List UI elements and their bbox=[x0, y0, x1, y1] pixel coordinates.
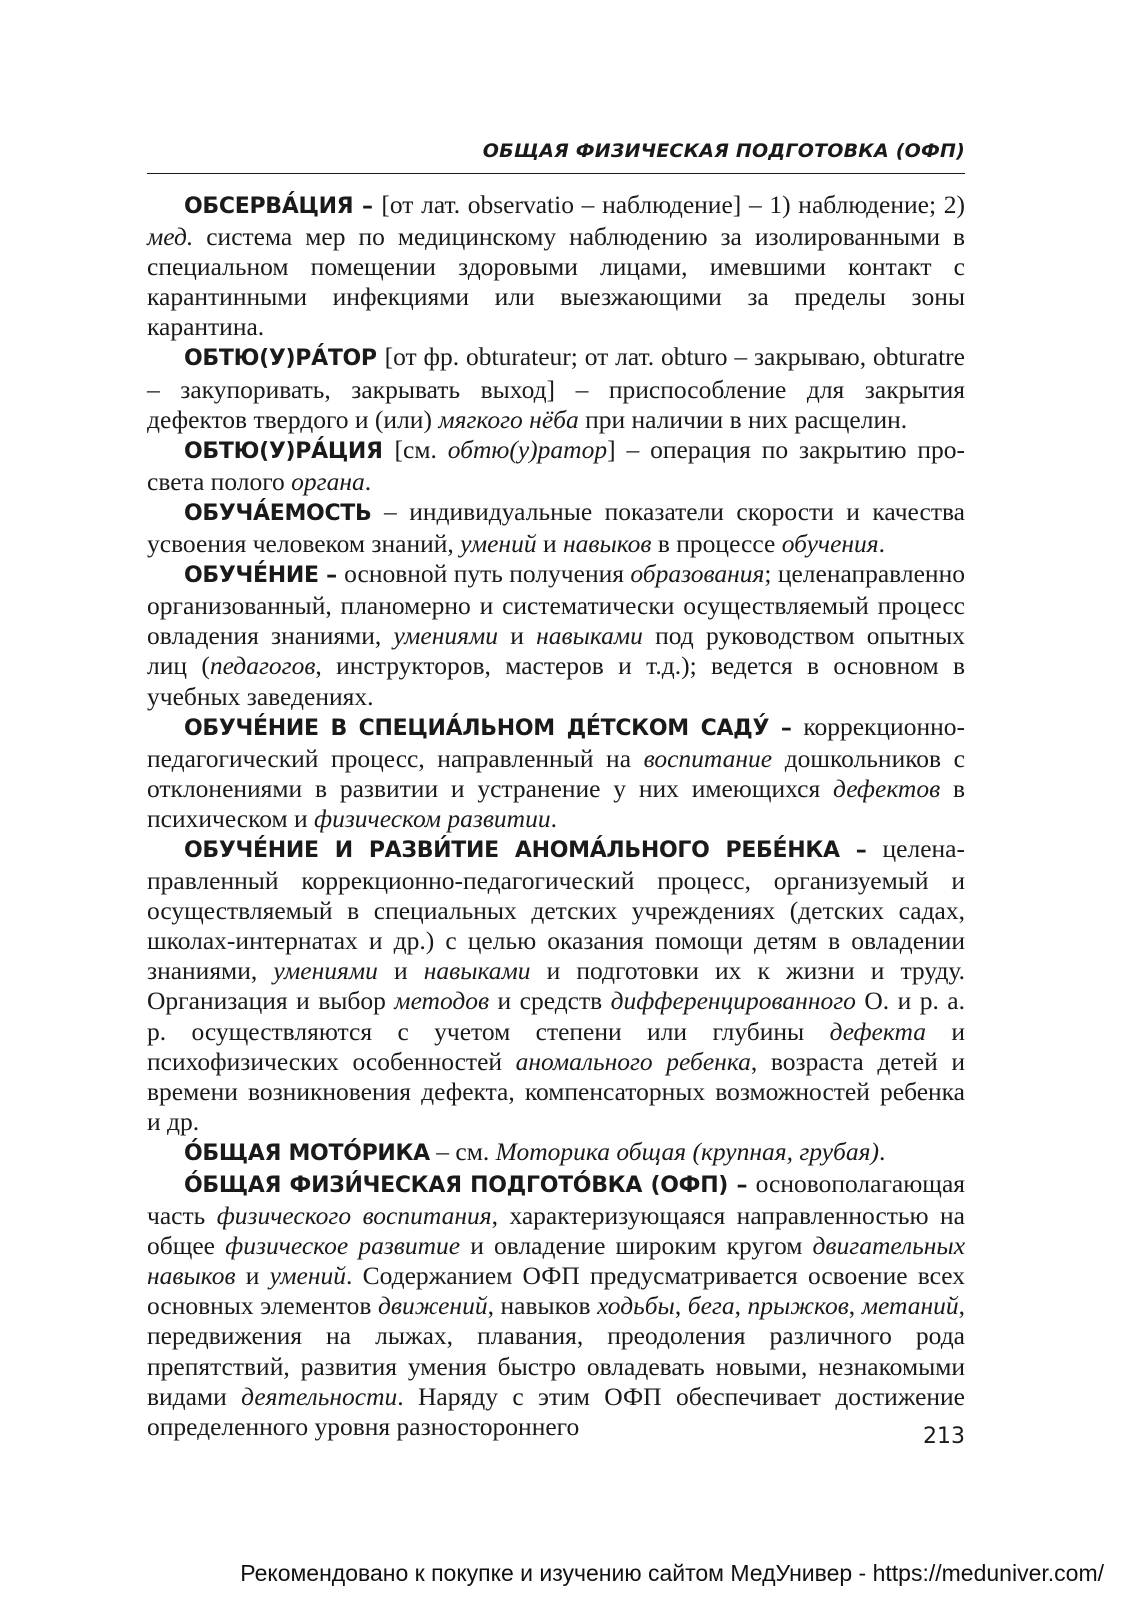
entry-text: и bbox=[498, 621, 537, 651]
entry-text: и средств bbox=[489, 986, 611, 1016]
entry-headword: ОБУЧЕ́НИЕ В СПЕЦИА́ЛЬНОМ ДЕ́ТСКОМ САДУ́ – bbox=[184, 715, 804, 741]
entry-text: . bbox=[364, 466, 372, 496]
entry-cross-reference: умений bbox=[269, 1261, 347, 1291]
entry-headword: ОБСЕРВА́ЦИЯ – bbox=[184, 194, 382, 219]
entry-text: целенаправленный коррекционно-педагогический процесс, организуемый и осуществляемый в специальных детских учреждениях (детских садах, школах-интернатах и др.) с целью оказания помощи детям в овладении знаниями, bbox=[147, 833, 965, 986]
entry-text: – см. bbox=[429, 1136, 496, 1166]
entry-headword: ОБТЮ(У)РА́ТОР bbox=[184, 346, 385, 372]
entry-text: , навыков bbox=[487, 1291, 598, 1321]
entry-headword: ОБУЧЕ́НИЕ – bbox=[184, 563, 345, 589]
entry-cross-reference: метаний bbox=[861, 1291, 959, 1321]
dictionary-entry bbox=[147, 1169, 965, 1442]
entry-text: и подготовки их к жизни и труду. Организация и выбор bbox=[147, 956, 966, 1016]
entry-text: ] – операция по закрытию просвета полого bbox=[147, 434, 966, 496]
dictionary-entry bbox=[147, 559, 965, 711]
entry-text: . bbox=[878, 529, 886, 559]
entry-text: О. и р. а. р. осуществляются с учетом степени или глубины bbox=[147, 986, 965, 1046]
entry-text: , передвижения на лыжах, плавания, преодоления различного рода препятствий, развития умения быстро овладевать новыми, незнакомыми видами bbox=[147, 1291, 965, 1411]
entry-text: , bbox=[734, 1291, 748, 1321]
entry-cross-reference: умений bbox=[460, 529, 537, 559]
entry-cross-reference: навыков bbox=[562, 529, 652, 559]
entry-text: в психическом и bbox=[147, 773, 965, 833]
entry-text: основной путь получения bbox=[344, 559, 631, 589]
entry-text: дошкольников с отклонениями в развитии и устранение у них имеющихся bbox=[147, 743, 965, 803]
footer-note: Рекомендовано к покупке и изучению сайтом МедУнивер - https://meduniver.com/ bbox=[240, 1560, 1104, 1586]
entry-cross-reference: деятельности bbox=[241, 1381, 398, 1411]
entry-text: , bbox=[848, 1291, 862, 1321]
entry-cross-reference: ходьбы bbox=[597, 1291, 675, 1321]
entry-text: под руководством опытных лиц ( bbox=[147, 621, 965, 681]
entry-text: коррекционно-педагогический процесс, направленный на bbox=[147, 711, 965, 773]
entry-text: система мер по медицинскому наблюдению за изолированными в специальном помещении здоровыми лицами, имевшими контакт с карантинными инфекциями или выезжающими за пределы зоны карантина. bbox=[147, 222, 965, 342]
dictionary-body bbox=[147, 190, 965, 1442]
entry-cross-reference: аномального ребенка bbox=[515, 1046, 751, 1076]
entry-text: и овладение широким кругом bbox=[460, 1231, 813, 1261]
dictionary-entry bbox=[147, 190, 965, 342]
entry-text: , инструкторов, мастеров и т.д.); ведется в основном в учебных заведениях. bbox=[147, 651, 965, 711]
entry-cross-reference: дифференцированного bbox=[610, 986, 856, 1016]
entry-cross-reference: физическое развитие bbox=[225, 1231, 461, 1261]
entry-cross-reference: обтю(у)ратор bbox=[447, 434, 608, 464]
entry-cross-reference: навыками bbox=[423, 956, 531, 986]
entry-text: [от лат. observatio – наблюдение] – 1) наблюдение; 2) bbox=[381, 190, 965, 219]
entry-text: при наличии в них расщелин. bbox=[578, 404, 908, 434]
entry-text: – индивидуальные показатели скорости и качества усвоения человеком знаний, bbox=[147, 496, 965, 559]
entry-text: . bbox=[550, 803, 557, 833]
entry-text: . Содержанием ОФП предусматривается освоение всех основных элементов bbox=[147, 1261, 965, 1321]
entry-text: и bbox=[536, 529, 563, 559]
dictionary-entry bbox=[147, 435, 965, 497]
entry-text: , возраста детей и времени возникновения дефекта, компенсаторных возможностей ребенка и др. bbox=[147, 1046, 965, 1136]
entry-text: в процессе bbox=[651, 529, 782, 559]
entry-cross-reference: прыжков bbox=[747, 1291, 849, 1321]
entry-cross-reference: физическом развитии bbox=[314, 803, 551, 833]
entry-cross-reference: дефекта bbox=[829, 1016, 926, 1046]
page-number: 213 bbox=[923, 1424, 965, 1449]
entry-text: ; целенаправленно организованный, планомерно и систематически осуществляемый процесс овладения знаниями, bbox=[147, 559, 965, 651]
entry-headword: ОБТЮ(У)РА́ЦИЯ bbox=[184, 438, 395, 464]
entry-cross-reference: движений bbox=[378, 1291, 488, 1321]
entry-headword: ОБУЧЕ́НИЕ И РАЗВИ́ТИЕ АНОМА́ЛЬНОГО РЕБЕ́НКА – bbox=[184, 837, 883, 863]
entry-cross-reference: умениями bbox=[393, 621, 499, 651]
entry-text: основополагающая часть bbox=[147, 1169, 965, 1231]
dictionary-entry bbox=[147, 1137, 965, 1169]
entry-text: [см. bbox=[394, 434, 448, 464]
entry-cross-reference: методов bbox=[394, 986, 490, 1016]
entry-cross-reference: мягкого нёба bbox=[438, 404, 579, 434]
entry-text: . Наряду с этим ОФП обеспечивает достижение определенного уровня разностороннего bbox=[147, 1381, 965, 1441]
entry-headword: ОБУЧА́ЕМОСТЬ bbox=[184, 500, 372, 526]
entry-text: . bbox=[878, 1136, 886, 1166]
dictionary-entry bbox=[147, 834, 965, 1137]
entry-cross-reference: педагогов bbox=[209, 651, 316, 681]
entry-cross-reference: обучения bbox=[781, 529, 879, 559]
entry-headword: О́БЩАЯ ФИЗИ́ЧЕСКАЯ ПОДГОТО́ВКА (ОФП) – bbox=[184, 1173, 756, 1198]
entry-cross-reference: Моторика общая (крупная, грубая) bbox=[495, 1136, 879, 1166]
entry-cross-reference: воспитание bbox=[643, 743, 773, 773]
dictionary-entry bbox=[147, 342, 965, 434]
entry-text: и bbox=[235, 1261, 270, 1291]
entry-text: , bbox=[674, 1291, 688, 1321]
entry-text: , характеризующаяся направленностью на общее bbox=[147, 1201, 965, 1261]
dictionary-entry bbox=[147, 712, 965, 834]
entry-text: и bbox=[377, 956, 424, 986]
entry-cross-reference: двигательных навыков bbox=[147, 1231, 966, 1291]
entry-cross-reference: дефектов bbox=[833, 773, 941, 803]
entry-cross-reference: мед. bbox=[147, 222, 194, 252]
entry-cross-reference: образования bbox=[630, 559, 765, 589]
header-rule bbox=[147, 173, 965, 174]
entry-cross-reference: умениями bbox=[273, 956, 378, 986]
entry-cross-reference: навыками bbox=[536, 621, 643, 651]
entry-headword: О́БЩАЯ МОТО́РИКА bbox=[184, 1140, 430, 1166]
entry-cross-reference: бега bbox=[687, 1291, 735, 1321]
dictionary-entry bbox=[147, 497, 965, 559]
running-header: ОБЩАЯ ФИЗИЧЕСКАЯ ПОДГОТОВКА (ОФП) bbox=[482, 140, 965, 162]
entry-cross-reference: физического воспитания bbox=[216, 1201, 492, 1231]
entry-text: и психофизических особенностей bbox=[147, 1016, 965, 1076]
entry-text: [от фр. obturateur; от лат. obturo – закрываю, obturatre – закупоривать, закрывать выход] – приспособление для закрытия дефектов твердого и (или) bbox=[147, 342, 965, 434]
entry-cross-reference: органа bbox=[291, 466, 365, 496]
